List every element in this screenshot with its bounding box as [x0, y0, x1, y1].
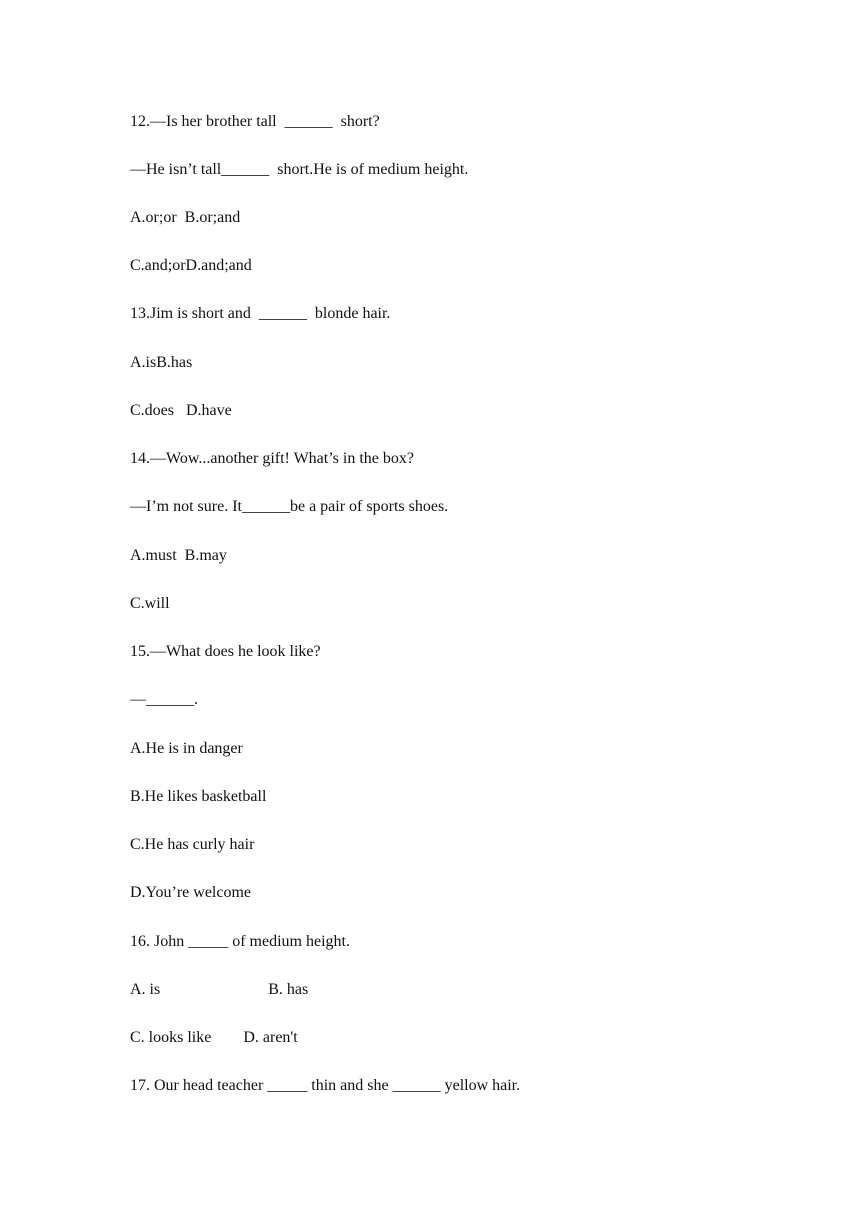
question-15-option-c: C.He has curly hair: [130, 836, 255, 853]
question-17-stem: 17. Our head teacher _____ thin and she ______ yellow hair.: [130, 1077, 521, 1094]
question-13-stem: 13.Jim is short and ______ blonde hair.: [130, 305, 391, 322]
question-12-stem: 12.—Is her brother tall ______ short?: [130, 113, 380, 130]
question-12-response: —He isn’t tall______ short.He is of medium height.: [130, 161, 469, 178]
question-14-options-ab: A.must B.may: [130, 547, 227, 564]
question-13-options-ab: A.isB.has: [130, 354, 193, 371]
question-13-options-cd: C.does D.have: [130, 402, 232, 419]
question-14-stem: 14.—Wow...another gift! What’s in the box?: [130, 450, 414, 467]
question-16-options-cd: C. looks like D. aren't: [130, 1029, 298, 1046]
question-15-option-d: D.You’re welcome: [130, 884, 252, 901]
question-12-options-ab: A.or;or B.or;and: [130, 209, 241, 226]
question-15-response: —______.: [130, 691, 198, 708]
question-12-options-cd: C.and;orD.and;and: [130, 257, 252, 274]
question-16-stem: 16. John _____ of medium height.: [130, 933, 350, 950]
question-14-option-c: C.will: [130, 595, 170, 612]
question-15-option-b: B.He likes basketball: [130, 788, 267, 805]
question-14-response: —I’m not sure. It______be a pair of sports shoes.: [130, 498, 449, 515]
question-16-options-ab: A. is B. has: [130, 981, 309, 998]
question-15-option-a: A.He is in danger: [130, 740, 243, 757]
question-15-stem: 15.—What does he look like?: [130, 643, 321, 660]
